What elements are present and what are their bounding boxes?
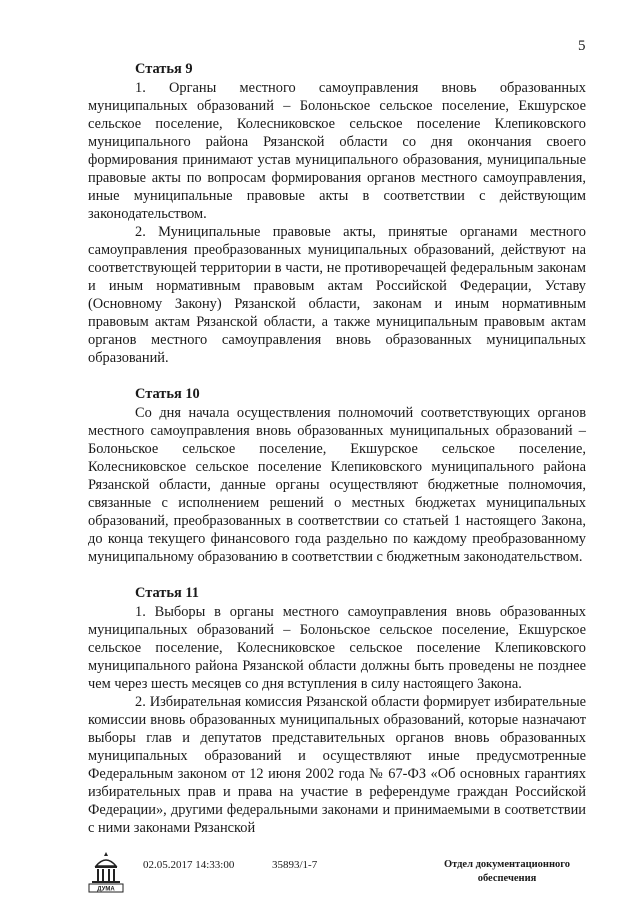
article-11 [88,584,586,837]
paragraph: 1. Выборы в органы местного самоуправления вновь образованных муниципальных образований – Болоньское сельское поселение, Екшурское сельское поселение, Колесниковское сельское поселение Клепиковского муниципального района Рязанской области должны быть проведены не позднее чем через шесть месяцев со дня вступления в силу настоящего Закона. [88,604,586,692]
page-number: 5 [578,38,586,54]
paragraph: Со дня начала осуществления полномочий соответствующих органов местного самоуправления вновь образованных муниципальных образований – Болоньское сельское поселение, Екшурское сельское поселение, Колесниковское сельское поселение Клепиковского муниципального района Рязанской области, данные органы осуществляют бюджетные полномочия, связанные с исполнением решений о местных бюджетах муниципальных образований, преобразованных в соответствии со статьей 1 настоящего Закона, до конца текущего финансового года раздельно по каждому преобразованному муниципальному образованию в соответствии с бюджетным законодательством. [88,405,586,565]
paragraph: 2. Избирательная комиссия Рязанской области формирует избирательные комиссии вновь образованных муниципальных образований, которые назначают выборы глав и депутатов представительных органов вновь образованных муниципальных образований и осуществляют иные предусмотренные Федеральным законом от 12 июня 2002 года № 67-ФЗ «Об основных гарантиях избирательных прав и права на участие в референдуме граждан Российской Федерации», другими федеральными законами и принимаемыми в соответствии с ними законами Рязанской [88,694,586,836]
footer-registration-number: 35893/1-7 [272,859,318,871]
article-9 [88,60,586,367]
paragraph: 1. Органы местного самоуправления вновь образованных муниципальных образований – Болоньское сельское поселение, Екшурское сельское поселение, Колесниковское сельское поселение Клепиковского муниципального района Рязанской области со дня окончания своего формирования принимают устав муниципального образования, муниципальные правовые акты по вопросам формирования органов местного самоуправления, иные муниципальные правовые акты в соответствии с действующим законодательством. [88,80,586,222]
document-body [88,60,586,837]
page-footer [0,850,640,900]
paragraph: 2. Муниципальные правовые акты, принятые органами местного самоуправления преобразованных муниципальных образований, действуют на соответствующей территории в части, не противоречащей федеральным законам и иным нормативным правовым актам Российской Федерации, Уставу (Основному Закону) Рязанской области, законам и иным нормативным правовым актам Рязанской области, а также муниципальным правовым актам органов местного самоуправления вновь образованных муниципальных образований. [88,224,586,366]
footer-department-line: Отдел документационного [443,859,571,870]
article-heading: Статья 9 [135,61,193,77]
svg-text:ДУМА: ДУМА [97,886,115,893]
duma-logo-icon [84,850,128,894]
article-heading: Статья 11 [135,585,199,601]
footer-department [432,858,582,886]
article-heading: Статья 10 [135,386,200,402]
article-10 [88,385,586,566]
footer-department-line: обеспечения [477,873,537,884]
footer-datetime: 02.05.2017 14:33:00 [143,859,235,871]
